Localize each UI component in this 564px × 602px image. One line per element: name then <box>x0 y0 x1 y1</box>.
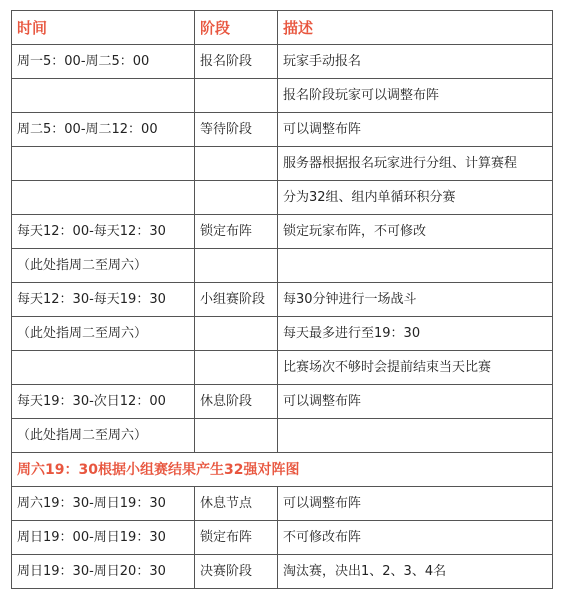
table-row <box>12 521 553 555</box>
cell-time: 周日19：00-周日19：30 <box>12 521 195 555</box>
table-row <box>12 419 553 453</box>
cell-time <box>12 79 195 113</box>
cell-description: 分为32组、组内单循环积分赛 <box>278 181 553 215</box>
cell-time: 每天12：30-每天19：30 <box>12 283 195 317</box>
table-row <box>12 351 553 385</box>
table-row <box>12 555 553 589</box>
cell-time <box>12 181 195 215</box>
table-row <box>12 283 553 317</box>
cell-description: 不可修改布阵 <box>278 521 553 555</box>
table-row <box>12 487 553 521</box>
header-stage: 阶段 <box>195 11 278 45</box>
table-row <box>12 317 553 351</box>
cell-time: 周二5：00-周二12：00 <box>12 113 195 147</box>
table-banner-row <box>12 453 553 487</box>
cell-description: 可以调整布阵 <box>278 385 553 419</box>
table-row <box>12 181 553 215</box>
cell-description: 可以调整布阵 <box>278 113 553 147</box>
cell-time: 周一5：00-周二5：00 <box>12 45 195 79</box>
cell-description: 玩家手动报名 <box>278 45 553 79</box>
table-row <box>12 249 553 283</box>
cell-description: 可以调整布阵 <box>278 487 553 521</box>
table-row <box>12 45 553 79</box>
cell-stage: 锁定布阵 <box>195 215 278 249</box>
schedule-table <box>11 10 553 589</box>
cell-stage: 报名阶段 <box>195 45 278 79</box>
cell-description: 淘汰赛，决出1、2、3、4名 <box>278 555 553 589</box>
cell-description: 锁定玩家布阵，不可修改 <box>278 215 553 249</box>
cell-time: 每天19：30-次日12：00 <box>12 385 195 419</box>
cell-time: 每天12：00-每天12：30 <box>12 215 195 249</box>
cell-time: （此处指周二至周六） <box>12 249 195 283</box>
cell-time: （此处指周二至周六） <box>12 419 195 453</box>
cell-stage: 决赛阶段 <box>195 555 278 589</box>
table-row <box>12 79 553 113</box>
cell-description <box>278 419 553 453</box>
cell-stage <box>195 419 278 453</box>
cell-description: 比赛场次不够时会提前结束当天比赛 <box>278 351 553 385</box>
cell-stage: 小组赛阶段 <box>195 283 278 317</box>
cell-time: 周六19：30-周日19：30 <box>12 487 195 521</box>
cell-stage: 等待阶段 <box>195 113 278 147</box>
cell-stage <box>195 147 278 181</box>
table-row <box>12 385 553 419</box>
table-row <box>12 215 553 249</box>
cell-time <box>12 147 195 181</box>
cell-stage: 锁定布阵 <box>195 521 278 555</box>
table-row <box>12 147 553 181</box>
cell-time: 周日19：30-周日20：30 <box>12 555 195 589</box>
table-row <box>12 113 553 147</box>
cell-stage <box>195 181 278 215</box>
cell-description: 每天最多进行至19：30 <box>278 317 553 351</box>
table-header-row <box>12 11 553 45</box>
banner-cell: 周六19：30根据小组赛结果产生32强对阵图 <box>12 453 553 487</box>
cell-time: （此处指周二至周六） <box>12 317 195 351</box>
header-time: 时间 <box>12 11 195 45</box>
cell-stage <box>195 79 278 113</box>
cell-stage <box>195 249 278 283</box>
cell-time <box>12 351 195 385</box>
cell-description: 每30分钟进行一场战斗 <box>278 283 553 317</box>
header-description: 描述 <box>278 11 553 45</box>
cell-description: 报名阶段玩家可以调整布阵 <box>278 79 553 113</box>
cell-stage: 休息阶段 <box>195 385 278 419</box>
cell-stage: 休息节点 <box>195 487 278 521</box>
cell-description <box>278 249 553 283</box>
cell-stage <box>195 317 278 351</box>
cell-description: 服务器根据报名玩家进行分组、计算赛程 <box>278 147 553 181</box>
cell-stage <box>195 351 278 385</box>
